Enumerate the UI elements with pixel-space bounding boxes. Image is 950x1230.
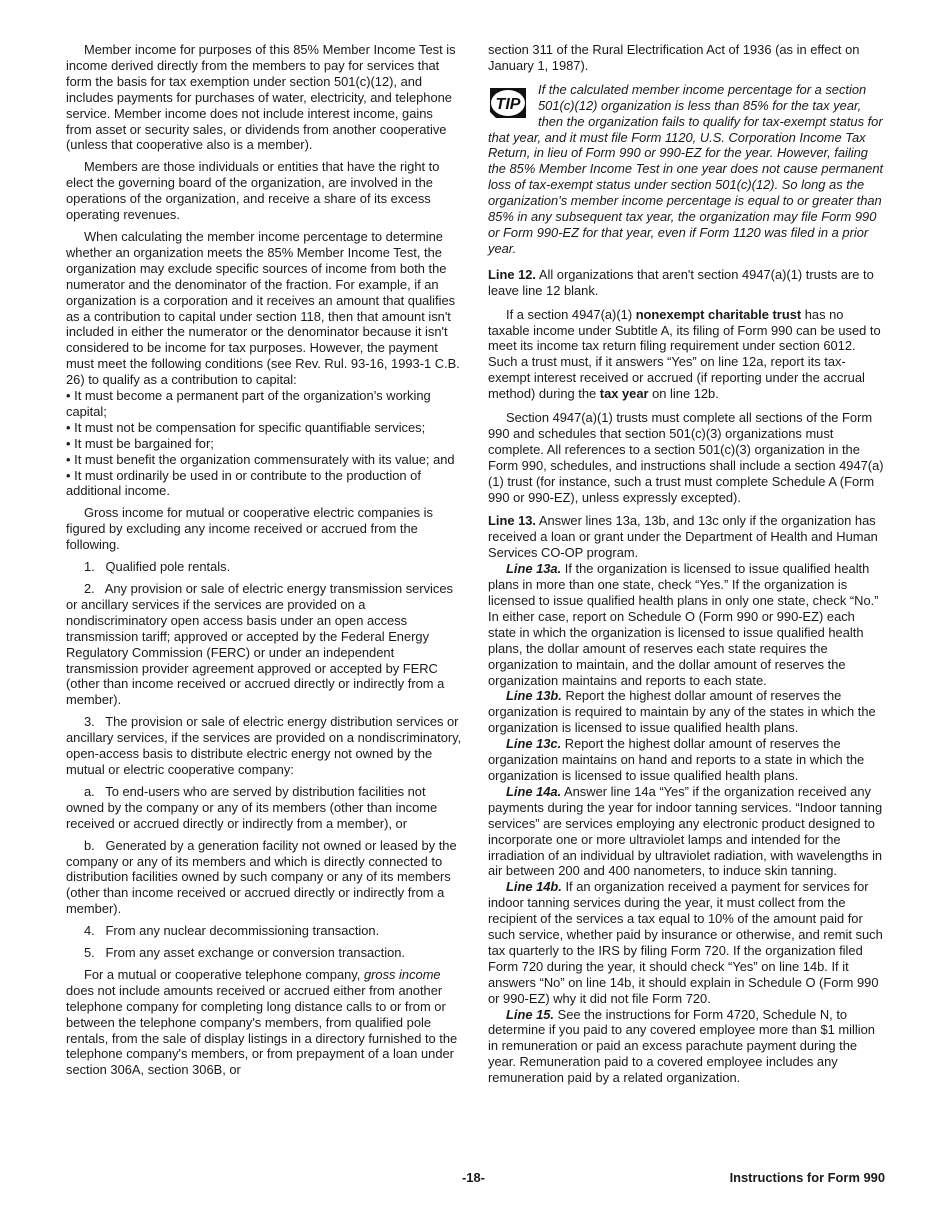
paragraph-gross-income: Gross income for mutual or cooperative electric companies is figured by excluding any income received or accrued from the following. — [66, 505, 433, 553]
list-item-1: 1. Qualified pole rentals. — [84, 559, 231, 575]
list-item-2: 2. Any provision or sale of electric energy transmission services or ancillary services if the services are provided on a nondiscriminatory open access basis under an open access transmission tariff; approved or accepted by the Federal Energy Regulatory Commission (FERC) or under an independent transmission provider agreement approved or accepted by FERC (other than income received or accrued directly or indirectly from a member). — [66, 581, 453, 708]
right-column — [488, 42, 885, 1086]
list-item: • It must become a permanent part of the organization’s working capital; — [66, 388, 431, 419]
tip-box — [488, 82, 885, 257]
tip-text: If the calculated member income percentage for a section 501(c)(12) organization is less than 85% for the tax year, then the organization fails to qualify for tax-exempt status for that year, and it must file Form 1120, U.S. Corporation Income Tax Return, in lieu of Form 990 or 990-EZ for the year. However, failing the 85% Member Income Test in one year does not cause permanent loss of tax-exempt status under section 501(c)(12). So long as the organization's member income percentage is equal to or greater than 85% in any subsequent tax year, the organization may file Form 990 or Form 990-EZ for that year, even if Form 1120 was filed in a prior year. — [488, 81, 884, 256]
tip-icon — [488, 86, 528, 120]
list-item: • It must be bargained for; — [66, 435, 214, 451]
paragraph-nonexempt-trust: If a section 4947(a)(1) nonexempt charitable trust has no taxable income under Subtitle A, its filing of Form 990 can be used to meet its income tax return filing requirement under section 6012. Such a trust must, if it answers “Yes” on line 12a, report its tax-exempt interest received or accrued (if reporting under the accrual method) during the tax year on line 12b. — [488, 306, 881, 402]
tip-label: TIP — [495, 95, 521, 113]
paragraph-member-income: Member income for purposes of this 85% Member Income Test is income derived directly from the members to pay for services that form the basis for tax exemption under section 501(c)(12), and includes payments for purchases of water, electricity, and telephone service. Member income does not include interest income, gains from asset or security sales, or dividends from another cooperative (unless that cooperative also is a member). — [66, 42, 456, 153]
paragraph-members: Members are those individuals or entities that have the right to elect the governing board of the organization, are involved in the operations of the organization, and receive a share of its excess operating revenues. — [66, 159, 440, 223]
line-13: Line 13. Answer lines 13a, 13b, and 13c only if the organization has received a loan or grant under the Department of Health and Human Services CO-OP program. — [488, 513, 878, 561]
list-item-3: 3. The provision or sale of electric energy distribution services or ancillary services, if the services are provided on a nondiscriminatory, open-access basis to distribute electric energy not owned by the mutual or electric cooperative company: — [66, 714, 462, 777]
document-title: Instructions for Form 990 — [729, 1170, 885, 1185]
line-15: Line 15. See the instructions for Form 4720, Schedule N, to determine if you paid to any covered employee more than $1 million in remuneration or paid an excess parachute payment during the year. Remuneration paid to a covered employee includes any remuneration paid by a related organization. — [488, 1006, 875, 1086]
line-13a: Line 13a. If the organization is licensed to issue qualified health plans in more than one state, check “Yes.” If the organization is licensed to issue qualified health plans in only one state, check “No.” In either case, report on Schedule O (Form 990 or 990-EZ) each state in which the organization is licensed to issue qualified health plans, the dollar amount of reserves each state requires the organization to maintain, and the dollar amount of reserves the organization maintains and reports to each state. — [488, 561, 879, 688]
list-item: • It must benefit the organization commensurately with its value; and — [66, 451, 455, 467]
line-14b: Line 14b. If an organization received a payment for services for indoor tanning services during the year, it must collect from the recipient of the services a tax equal to 10% of the amount paid for such service, whether paid by insurance or otherwise, and remit such tax quarterly to the IRS by filing Form 720. If the organization filed Form 720 during the year, it should check “Yes” on line 14b. If it answers “No” on line 14b, it should explain in Schedule O (Form 990 or 990-EZ) why it did not file Form 720. — [488, 879, 883, 1006]
left-column — [66, 42, 462, 1084]
paragraph-calculation: When calculating the member income percentage to determine whether an organization meets the 85% Member Income Test, the organization may exclude specific sources of income from both the numerator and the denominator of the fraction. For example, if an organization is a corporation and it receives an amount that qualifies as a contribution to capital under section 118, then that amount isn't included in either the numerator or the denominator because it isn't considered to be income for tax purposes. However, the payment must meet the following conditions (see Rev. Rul. 93-16, 1993-1 C.B. 26) to qualify as a contribution to capital: — [66, 228, 460, 388]
page-number: -18- — [462, 1170, 485, 1185]
list-item-3b: b. Generated by a generation facility not owned or leased by the company or any of its members and which is directly connected to distribution facilities owned by such company or any of its members (other than income received or accrued directly or indirectly from a member). — [66, 837, 457, 917]
capital-conditions-list — [66, 388, 462, 499]
paragraph-rural-electrification: section 311 of the Rural Electrification Act of 1936 (as in effect on January 1, 1987). — [488, 42, 860, 73]
list-item: • It must not be compensation for specific quantifiable services; — [66, 419, 426, 435]
paragraph-telephone: For a mutual or cooperative telephone company, gross income does not include amounts received or accrued either from another telephone company for completing long distance calls to or from or between the telephone company's members, from qualified pole rentals, from the sale of display listings in a directory furnished to the telephone company's members, or from prepayment of a loan under section 306A, section 306B, or — [66, 966, 458, 1078]
line-14a: Line 14a. Answer line 14a “Yes” if the organization received any payments during the year for indoor tanning services. “Indoor tanning services” are services employing any electronic product designed to incorporate one or more ultraviolet lamps and intended for the irradiation of an individual by ultraviolet radiation, with wavelengths in air between 200 and 400 nanometers, to induce skin tanning. — [488, 783, 883, 879]
list-item: • It must ordinarily be used in or contribute to the production of additional income. — [66, 467, 421, 499]
line-13b: Line 13b. Report the highest dollar amount of reserves the organization is required to maintain by any of the states in which the organization is licensed to issue qualified health plans. — [488, 688, 876, 736]
list-item-3a: a. To end-users who are served by distribution facilities not owned by the company or any of its members (other than income received or accrued directly or indirectly from a member), or — [66, 783, 438, 831]
line-12: Line 12. All organizations that aren't section 4947(a)(1) trusts are to leave line 12 blank. — [488, 266, 874, 298]
line-13c: Line 13c. Report the highest dollar amount of reserves the organization maintains on hand and reports to a state in which the organization is licensed to issue qualified health plans. — [488, 736, 865, 783]
list-item-4: 4. From any nuclear decommissioning transaction. — [84, 923, 380, 939]
list-item-5: 5. From any asset exchange or conversion transaction. — [84, 945, 405, 961]
paragraph-4947-trusts: Section 4947(a)(1) trusts must complete all sections of the Form 990 and schedules that section 501(c)(3) organizations must complete. All references to a section 501(c)(3) organization in the Form 990, schedules, and instructions shall include a section 4947(a)(1) trust (for instance, such a trust must complete Schedule A (Form 990 or 990-EZ), unless expressly excepted). — [488, 410, 884, 505]
